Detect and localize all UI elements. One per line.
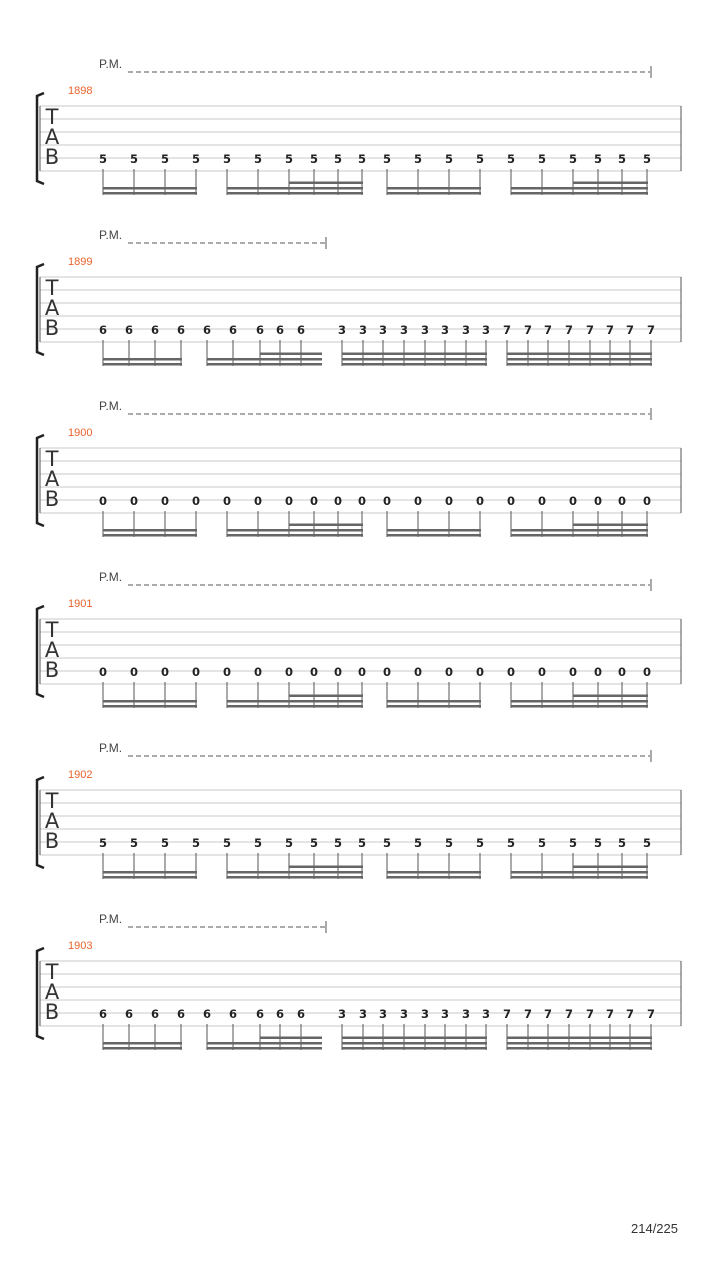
palm-mute-label: P.M. <box>99 570 123 584</box>
fret-number: 3 <box>481 1007 491 1021</box>
fret-number: 3 <box>420 1007 430 1021</box>
primary-beam <box>342 1047 487 1050</box>
secondary-beam <box>387 529 481 532</box>
palm-mute-label: P.M. <box>99 228 123 242</box>
tertiary-beam <box>342 353 487 356</box>
fret-number: 0 <box>617 494 627 508</box>
fret-number: 5 <box>475 152 485 166</box>
fret-number: 3 <box>440 1007 450 1021</box>
fret-number: 7 <box>605 323 615 337</box>
fret-number: 5 <box>222 836 232 850</box>
fret-number: 3 <box>358 1007 368 1021</box>
primary-beam <box>103 192 197 195</box>
fret-number: 6 <box>255 1007 265 1021</box>
primary-beam <box>507 363 652 366</box>
primary-beam <box>207 1047 322 1050</box>
fret-number: 0 <box>357 665 367 679</box>
fret-number: 7 <box>564 323 574 337</box>
fret-number: 7 <box>625 1007 635 1021</box>
tab-clef-letter: A <box>44 125 60 149</box>
fret-number: 5 <box>98 836 108 850</box>
fret-number: 5 <box>413 152 423 166</box>
fret-number: 6 <box>228 323 238 337</box>
fret-number: 5 <box>642 152 652 166</box>
fret-number: 7 <box>523 323 533 337</box>
fret-number: 0 <box>413 494 423 508</box>
secondary-beam <box>227 700 363 703</box>
fret-number: 6 <box>275 323 285 337</box>
fret-number: 0 <box>253 665 263 679</box>
fret-number: 7 <box>523 1007 533 1021</box>
tertiary-beam <box>573 866 648 869</box>
page-number: 214/225 <box>631 1221 678 1236</box>
secondary-beam <box>387 871 481 874</box>
fret-number: 0 <box>475 494 485 508</box>
fret-number: 5 <box>475 836 485 850</box>
fret-number: 0 <box>98 494 108 508</box>
tab-clef-letter: A <box>44 296 60 320</box>
fret-number: 5 <box>642 836 652 850</box>
fret-number: 7 <box>585 323 595 337</box>
primary-beam <box>387 876 481 879</box>
tab-system-1898 <box>37 57 681 195</box>
tab-clef-letter: T <box>45 960 59 984</box>
fret-number: 5 <box>537 152 547 166</box>
primary-beam <box>342 363 487 366</box>
fret-number: 5 <box>617 152 627 166</box>
fret-number: 0 <box>253 494 263 508</box>
primary-beam <box>511 534 648 537</box>
measure-number: 1898 <box>68 85 93 97</box>
tertiary-beam <box>289 182 363 185</box>
secondary-beam <box>227 187 363 190</box>
tertiary-beam <box>573 524 648 527</box>
fret-number: 5 <box>413 836 423 850</box>
fret-number: 0 <box>506 494 516 508</box>
fret-number: 0 <box>191 494 201 508</box>
fret-number: 6 <box>124 323 134 337</box>
fret-number: 0 <box>222 494 232 508</box>
fret-number: 5 <box>593 836 603 850</box>
fret-number: 3 <box>420 323 430 337</box>
secondary-beam <box>342 358 487 361</box>
fret-number: 6 <box>98 1007 108 1021</box>
fret-number: 0 <box>160 494 170 508</box>
fret-number: 0 <box>382 665 392 679</box>
fret-number: 5 <box>444 152 454 166</box>
tab-system-1903 <box>37 912 681 1050</box>
fret-number: 5 <box>253 836 263 850</box>
fret-number: 3 <box>440 323 450 337</box>
fret-number: 5 <box>98 152 108 166</box>
fret-number: 5 <box>160 152 170 166</box>
tertiary-beam <box>260 1037 322 1040</box>
fret-number: 0 <box>284 494 294 508</box>
fret-number: 6 <box>150 1007 160 1021</box>
secondary-beam <box>511 187 648 190</box>
tab-clef-letter: B <box>44 487 60 511</box>
fret-number: 0 <box>593 494 603 508</box>
fret-number: 7 <box>502 323 512 337</box>
tab-clef-letter: B <box>44 658 60 682</box>
fret-number: 7 <box>625 323 635 337</box>
primary-beam <box>387 705 481 708</box>
fret-number: 5 <box>333 152 343 166</box>
tertiary-beam <box>507 353 652 356</box>
primary-beam <box>227 705 363 708</box>
fret-number: 0 <box>642 494 652 508</box>
secondary-beam <box>103 1042 182 1045</box>
fret-number: 0 <box>191 665 201 679</box>
tertiary-beam <box>342 1037 487 1040</box>
fret-number: 3 <box>378 323 388 337</box>
fret-number: 7 <box>585 1007 595 1021</box>
fret-number: 6 <box>296 323 306 337</box>
fret-number: 0 <box>309 494 319 508</box>
fret-number: 5 <box>284 836 294 850</box>
fret-number: 7 <box>605 1007 615 1021</box>
fret-number: 0 <box>568 494 578 508</box>
fret-number: 6 <box>150 323 160 337</box>
palm-mute-label: P.M. <box>99 912 123 926</box>
secondary-beam <box>511 700 648 703</box>
primary-beam <box>103 876 197 879</box>
fret-number: 3 <box>337 1007 347 1021</box>
fret-number: 0 <box>593 665 603 679</box>
secondary-beam <box>103 187 197 190</box>
primary-beam <box>103 534 197 537</box>
secondary-beam <box>387 700 481 703</box>
fret-number: 6 <box>124 1007 134 1021</box>
fret-number: 0 <box>160 665 170 679</box>
fret-number: 3 <box>461 323 471 337</box>
secondary-beam <box>507 1042 652 1045</box>
fret-number: 3 <box>358 323 368 337</box>
fret-number: 5 <box>568 836 578 850</box>
secondary-beam <box>207 1042 322 1045</box>
tab-clef-letter: A <box>44 467 60 491</box>
secondary-beam <box>103 529 197 532</box>
tertiary-beam <box>507 1037 652 1040</box>
fret-number: 6 <box>176 1007 186 1021</box>
tab-clef-letter: B <box>44 1000 60 1024</box>
fret-number: 5 <box>537 836 547 850</box>
tertiary-beam <box>289 524 363 527</box>
fret-number: 5 <box>191 152 201 166</box>
tab-clef-letter: T <box>45 447 59 471</box>
fret-number: 3 <box>337 323 347 337</box>
measure-number: 1903 <box>68 940 93 952</box>
secondary-beam <box>507 358 652 361</box>
tertiary-beam <box>260 353 322 356</box>
secondary-beam <box>342 1042 487 1045</box>
fret-number: 3 <box>481 323 491 337</box>
tertiary-beam <box>289 866 363 869</box>
fret-number: 7 <box>543 1007 553 1021</box>
fret-number: 5 <box>309 836 319 850</box>
primary-beam <box>387 192 481 195</box>
fret-number: 0 <box>444 494 454 508</box>
fret-number: 6 <box>228 1007 238 1021</box>
tab-system-1901 <box>37 570 681 708</box>
measure-number: 1899 <box>68 256 93 268</box>
primary-beam <box>227 534 363 537</box>
fret-number: 5 <box>506 836 516 850</box>
fret-number: 5 <box>129 152 139 166</box>
fret-number: 0 <box>284 665 294 679</box>
fret-number: 6 <box>296 1007 306 1021</box>
fret-number: 5 <box>382 836 392 850</box>
fret-number: 6 <box>98 323 108 337</box>
fret-number: 7 <box>502 1007 512 1021</box>
fret-number: 6 <box>176 323 186 337</box>
fret-number: 6 <box>202 1007 212 1021</box>
fret-number: 0 <box>537 494 547 508</box>
secondary-beam <box>227 871 363 874</box>
measure-number: 1901 <box>68 598 93 610</box>
fret-number: 7 <box>543 323 553 337</box>
primary-beam <box>227 192 363 195</box>
fret-number: 5 <box>568 152 578 166</box>
fret-number: 7 <box>646 323 656 337</box>
fret-number: 5 <box>444 836 454 850</box>
fret-number: 5 <box>222 152 232 166</box>
fret-number: 7 <box>564 1007 574 1021</box>
palm-mute-label: P.M. <box>99 741 123 755</box>
fret-number: 5 <box>333 836 343 850</box>
fret-number: 6 <box>275 1007 285 1021</box>
secondary-beam <box>227 529 363 532</box>
tab-system-1902 <box>37 741 681 879</box>
secondary-beam <box>387 187 481 190</box>
fret-number: 5 <box>191 836 201 850</box>
fret-number: 0 <box>444 665 454 679</box>
primary-beam <box>507 1047 652 1050</box>
secondary-beam <box>511 529 648 532</box>
primary-beam <box>387 534 481 537</box>
tab-clef-letter: B <box>44 316 60 340</box>
fret-number: 3 <box>461 1007 471 1021</box>
fret-number: 0 <box>333 494 343 508</box>
primary-beam <box>207 363 322 366</box>
palm-mute-label: P.M. <box>99 57 123 71</box>
measure-number: 1900 <box>68 427 93 439</box>
tab-clef-letter: T <box>45 105 59 129</box>
primary-beam <box>511 876 648 879</box>
palm-mute-label: P.M. <box>99 399 123 413</box>
fret-number: 3 <box>399 323 409 337</box>
fret-number: 5 <box>357 836 367 850</box>
fret-number: 5 <box>357 152 367 166</box>
fret-number: 5 <box>617 836 627 850</box>
tab-clef-letter: B <box>44 145 60 169</box>
tab-clef-letter: A <box>44 809 60 833</box>
tab-system-1899 <box>37 228 681 366</box>
fret-number: 5 <box>382 152 392 166</box>
primary-beam <box>103 705 197 708</box>
fret-number: 0 <box>537 665 547 679</box>
tab-clef-letter: A <box>44 980 60 1004</box>
fret-number: 0 <box>129 665 139 679</box>
fret-number: 0 <box>129 494 139 508</box>
fret-number: 7 <box>646 1007 656 1021</box>
tertiary-beam <box>573 695 648 698</box>
fret-number: 0 <box>222 665 232 679</box>
tab-clef-letter: T <box>45 618 59 642</box>
fret-number: 0 <box>475 665 485 679</box>
secondary-beam <box>103 871 197 874</box>
fret-number: 6 <box>255 323 265 337</box>
secondary-beam <box>511 871 648 874</box>
tab-clef-letter: T <box>45 789 59 813</box>
fret-number: 5 <box>160 836 170 850</box>
primary-beam <box>103 1047 182 1050</box>
primary-beam <box>511 705 648 708</box>
fret-number: 0 <box>309 665 319 679</box>
tab-clef-letter: A <box>44 638 60 662</box>
fret-number: 0 <box>617 665 627 679</box>
tab-system-1900 <box>37 399 681 537</box>
secondary-beam <box>207 358 322 361</box>
fret-number: 0 <box>568 665 578 679</box>
fret-number: 5 <box>506 152 516 166</box>
fret-number: 0 <box>98 665 108 679</box>
fret-number: 0 <box>642 665 652 679</box>
fret-number: 3 <box>399 1007 409 1021</box>
fret-number: 5 <box>253 152 263 166</box>
fret-number: 0 <box>333 665 343 679</box>
fret-number: 5 <box>593 152 603 166</box>
primary-beam <box>511 192 648 195</box>
fret-number: 0 <box>506 665 516 679</box>
tab-clef-letter: T <box>45 276 59 300</box>
tab-clef-letter: B <box>44 829 60 853</box>
fret-number: 0 <box>382 494 392 508</box>
tertiary-beam <box>289 695 363 698</box>
fret-number: 3 <box>378 1007 388 1021</box>
fret-number: 5 <box>309 152 319 166</box>
fret-number: 6 <box>202 323 212 337</box>
primary-beam <box>227 876 363 879</box>
primary-beam <box>103 363 182 366</box>
fret-number: 0 <box>357 494 367 508</box>
tertiary-beam <box>573 182 648 185</box>
secondary-beam <box>103 358 182 361</box>
fret-number: 5 <box>129 836 139 850</box>
fret-number: 0 <box>413 665 423 679</box>
measure-number: 1902 <box>68 769 93 781</box>
fret-number: 5 <box>284 152 294 166</box>
secondary-beam <box>103 700 197 703</box>
